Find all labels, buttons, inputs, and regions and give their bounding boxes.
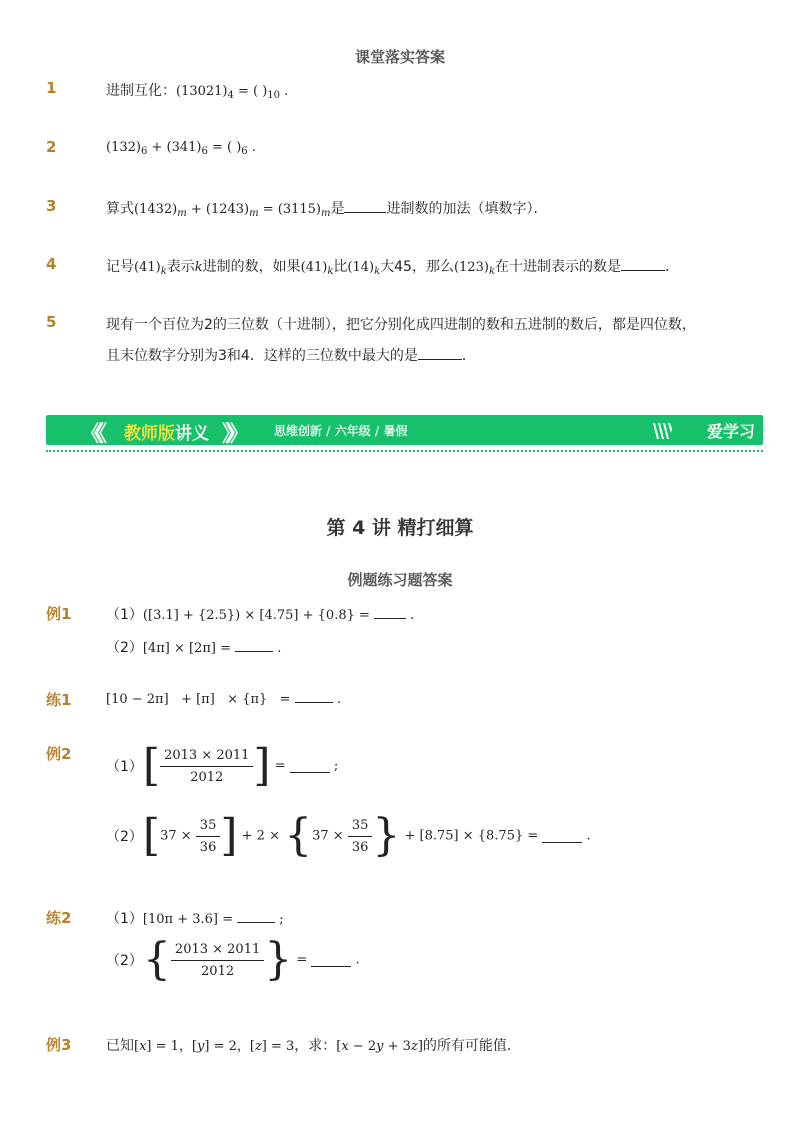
example-2-part-1: （1）[ $\frac{2013 \times 2011}{2012}$ ] = ; (106, 740, 339, 791)
brand-logo-icon (651, 419, 673, 441)
lecture-subtitle: 例题练习题答案 (347, 571, 453, 589)
banner-title-a: 教师版 (124, 424, 175, 444)
item-4-text-c: 进制的数，如果 (202, 259, 301, 275)
example-1-part-2: （2）[4π] × [2π] = . (106, 640, 282, 656)
example-3-text: 已知[x] = 1，[y] = 2，[z] = 3，求：[x − 2y + 3z]的所有可能值． (106, 1038, 521, 1054)
answer-blank (542, 830, 582, 843)
item-1-text: 进制互化：$(13021)_4$ = ( )$_{10}$ . (106, 83, 289, 101)
item-3-text: 算式$(1432)_m + (1243)_m = (3115)_m$是 进制数的加法（填数字）． (106, 201, 548, 219)
example-3-text-b: ，求： (294, 1038, 337, 1054)
part-label: （1） (106, 911, 143, 927)
item-5-line-2-end: ． (461, 348, 476, 364)
item-4-text-g: ． (665, 259, 679, 275)
part-label: （2） (106, 829, 143, 845)
banner-title-b: 讲义 (175, 424, 209, 444)
fraction-numerator: 35 (196, 818, 221, 837)
brand-name: 爱学习 (706, 422, 755, 441)
answer-blank (374, 606, 406, 619)
practice-2-part-2: （2）{ $\frac{2013 \times 2011}{2012}$ } = . (106, 934, 360, 985)
item-number-2: 2 (46, 138, 57, 156)
item-2-text: $(132)_6 + (341)_6$ = ( )$_6$ . (106, 140, 256, 157)
fraction-denominator: 2012 (190, 769, 224, 785)
banner-divider (46, 450, 763, 452)
practice-1-label: 练1 (46, 691, 72, 709)
answer-blank (237, 910, 275, 923)
item-4-text-d: 比 (333, 259, 348, 275)
lecture-banner (46, 415, 763, 445)
item-5-line-2 (106, 345, 476, 365)
part-label: （2） (106, 640, 143, 656)
example-2-label: 例2 (46, 745, 72, 763)
example-3-text-c: 的所有可能值． (422, 1038, 521, 1054)
fraction (348, 818, 373, 855)
banner-subtitle: 思维创新 / 六年级 / 暑假 (274, 424, 408, 438)
answer-blank (311, 954, 351, 967)
item-3-text-b: 是 (330, 201, 345, 217)
answer-blank (344, 200, 386, 213)
fraction (160, 748, 253, 785)
example-3-label: 例3 (46, 1036, 72, 1054)
fraction (196, 818, 221, 855)
answer-blank (295, 690, 333, 703)
answer-blank (621, 258, 665, 271)
item-1-prefix: 进制互化： (106, 83, 176, 99)
item-4-text-f: 在十进制表示的数是 (495, 259, 621, 275)
example-3-text-a: 已知 (106, 1038, 134, 1054)
fraction-numerator: 2013 × 2011 (160, 748, 253, 767)
part-label: （2） (106, 953, 143, 969)
example-1-label: 例1 (46, 605, 72, 623)
item-number-4: 4 (46, 255, 57, 273)
practice-1-text: [10 − 2π] + [π] × {π} = . (106, 692, 341, 707)
part-label: （1） (106, 607, 143, 623)
section-title: 课堂落实答案 (354, 48, 445, 66)
practice-2-part-1: （1）[10π + 3.6] = ; (106, 911, 284, 927)
answer-blank (290, 760, 330, 773)
item-3-text-a: 算式 (106, 201, 134, 217)
fraction-numerator: 35 (348, 818, 373, 837)
item-4-text: 记号$(41)_k$表示k进制的数，如果$(41)_k$比$(14)_k$大45，那么$(123)_k$在十进制表示的数是 ． (106, 259, 679, 277)
item-number-3: 3 (46, 197, 57, 215)
example-2-part-2: （2）[37 × $\frac{35}{36}$ ] + 2 × {37 × $\frac{35}{36}$ } + [8.75] × {8.75} = . (106, 810, 591, 861)
item-number-1: 1 (46, 79, 57, 97)
chevron-left-icon: 《《 (80, 422, 102, 447)
fraction (171, 942, 264, 979)
item-3-text-c: 进制数的加法（填数字）． (386, 201, 548, 217)
lecture-title: 第 4 讲 精打细算 (326, 517, 474, 539)
answer-blank (235, 639, 273, 652)
answer-blank (418, 347, 462, 360)
fraction-denominator: 36 (199, 839, 217, 855)
fraction-denominator: 2012 (201, 963, 235, 979)
chevron-right-icon: 》》 (222, 422, 244, 447)
item-5-line-2-text: 且末位数字分别为3和4．这样的三位数中最大的是 (106, 348, 418, 364)
example-1-part-1: （1）([3.1] + {2.5}) × [4.75] + {0.8} = . (106, 607, 415, 623)
item-4-text-e: 大45，那么 (380, 259, 454, 275)
item-number-5: 5 (46, 313, 57, 331)
practice-2-label: 练2 (46, 909, 72, 927)
fraction-numerator: 2013 × 2011 (171, 942, 264, 961)
part-label: （1） (106, 759, 143, 775)
banner-title (124, 419, 209, 444)
item-4-text-a: 记号 (106, 259, 134, 275)
item-4-text-b: 表示 (166, 259, 195, 275)
fraction-denominator: 36 (351, 839, 369, 855)
item-5-line-1: 现有一个百位为2的三位数（十进制），把它分别化成四进制的数和五进制的数后，都是四位数， (106, 317, 696, 333)
